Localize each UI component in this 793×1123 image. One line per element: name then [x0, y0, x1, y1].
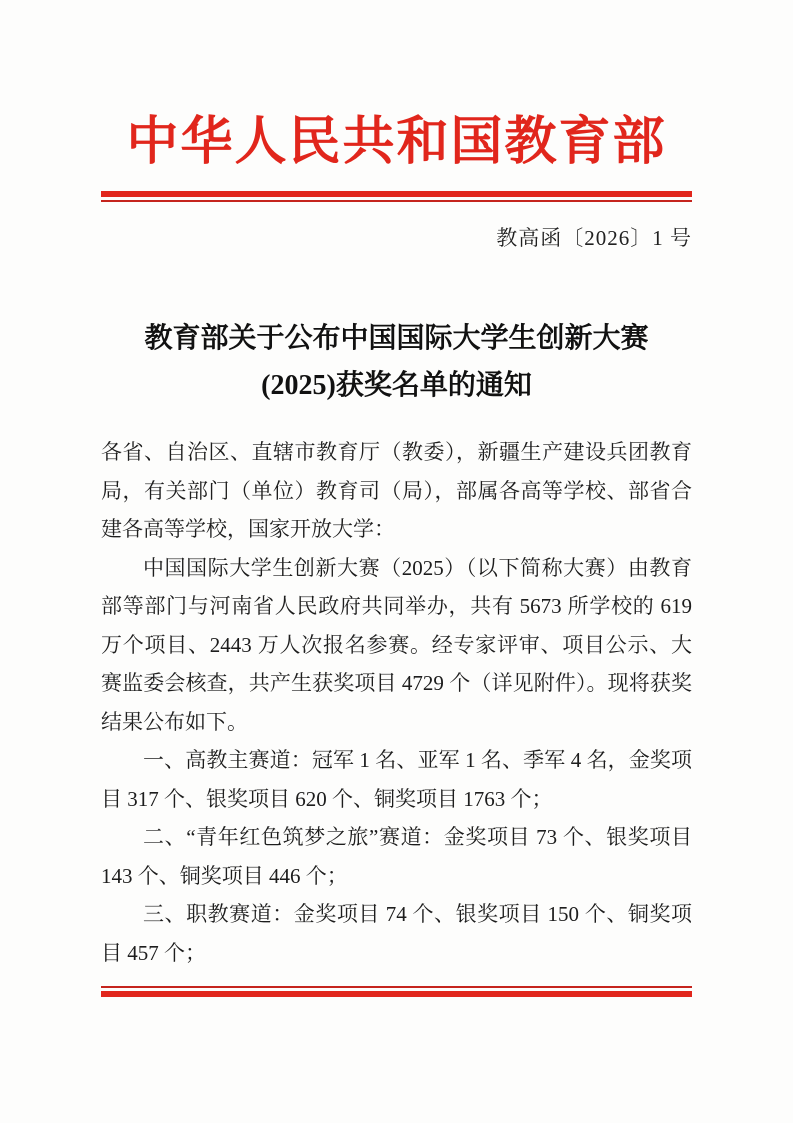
red-separator-top — [101, 191, 692, 202]
doc-number: 教高函〔2026〕1 号 — [496, 226, 692, 250]
paragraph-overview: 中国国际大学生创新大赛（2025）（以下简称大赛）由教育部等部门与河南省人民政府共同举办，共有 5673 所学校的 619 万个项目、2443 万人次报名参赛。经专家评审、项目公示、大赛监委会核查，共产生获奖项目 4729 个（详见附件）。现将获奖结果公布如下。 — [101, 555, 692, 734]
paragraph-track-2: 二、“青年红色筑梦之旅”赛道：金奖项目 73 个、银奖项目 143 个、铜奖项目 446 个； — [101, 825, 692, 888]
separator-thin-line — [101, 200, 692, 202]
notice-body — [101, 433, 692, 972]
letterhead-title: 中华人民共和国教育部 — [126, 114, 667, 171]
red-separator-bottom — [101, 986, 692, 997]
paragraph-salutation: 各省、自治区、直辖市教育厅（教委），新疆生产建设兵团教育局，有关部门（单位）教育司（局），部属各高等学校、部省合建各高等学校，国家开放大学： — [101, 440, 692, 541]
separator-thick-line — [101, 991, 692, 997]
notice-title-line-2: (2025)获奖名单的通知 — [261, 370, 532, 401]
paragraph-track-3: 三、职教赛道：金奖项目 74 个、银奖项目 150 个、铜奖项目 457 个； — [101, 902, 692, 965]
paragraph-track-1: 一、高教主赛道：冠军 1 名、亚军 1 名、季军 4 名，金奖项目 317 个、银奖项目 620 个、铜奖项目 1763 个； — [101, 748, 692, 811]
notice-title-line-1: 教育部关于公布中国国际大学生创新大赛 — [144, 323, 649, 354]
notice-title — [101, 315, 692, 409]
document-content — [101, 112, 692, 972]
